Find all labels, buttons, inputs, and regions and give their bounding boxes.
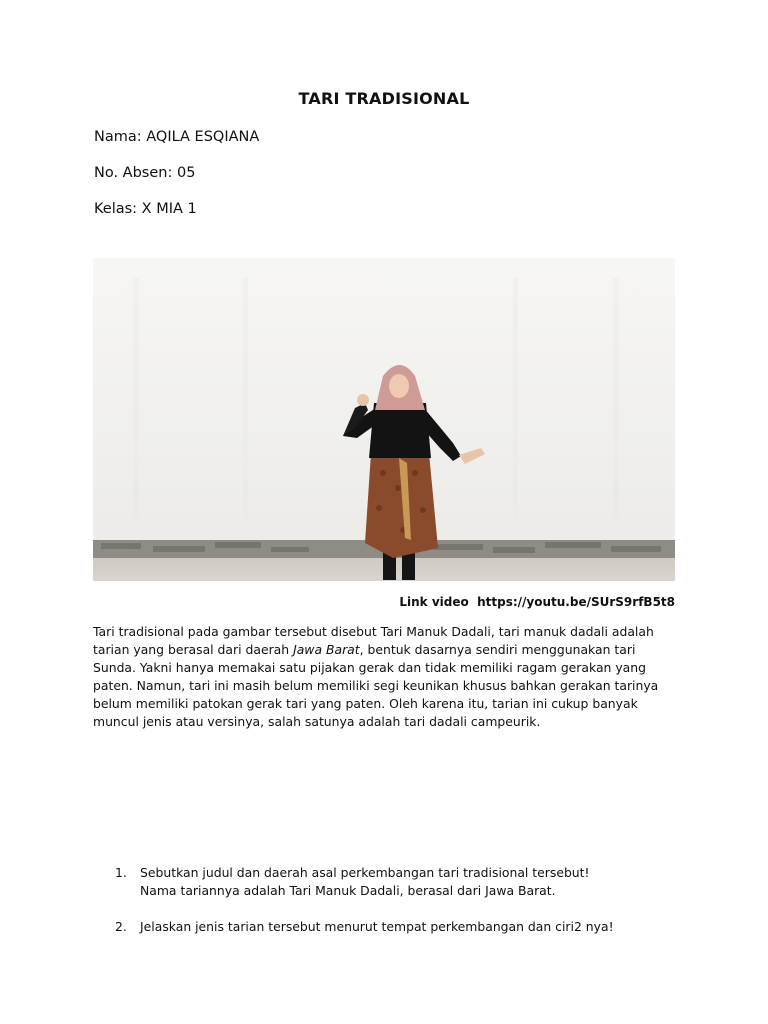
paragraph-text-2: , bentuk dasarnya sendiri menggunakan tari Sunda. Yakni hanya memakai satu pijakan gerak dan tidak memiliki ragam gerakan yang paten. Namun, tari ini masih belum memiliki segi keunikan khusus bahkan gerakan tarinya belum memiliki patokan gerak tari yang paten. Oleh karena itu, tarian ini cukup banyak muncul jenis atau versinya, salah satunya adalah tari dadali campeurik. [93,642,659,729]
question-list [115,864,675,936]
field-kelas [94,201,197,217]
question-item-2 [115,918,675,936]
answer-text: Nama tariannya adalah Tari Manuk Dadali, berasal dari Jawa Barat. [140,883,556,898]
paragraph-text-1: tari manuk dadali adalah tarian yang berasal dari daerah [93,624,654,657]
question-number: 1. [115,865,127,880]
paragraph-lead: Tari tradisional pada gambar tersebut disebut Tari Manuk Dadali, [93,624,495,639]
dancer-photo [93,258,675,581]
description-paragraph [93,623,675,731]
field-absen [94,165,195,181]
question-item-1 [115,864,675,900]
field-nama-label: Nama: [94,129,142,145]
video-link-url[interactable]: https://youtu.be/SUrS9rfB5t8 [477,595,675,609]
paragraph-region: Jawa Barat [293,642,360,657]
page-title: TARI TRADISIONAL [298,89,470,108]
field-absen-label: No. Absen: [94,165,173,181]
field-nama-value: AQILA ESQIANA [146,129,260,145]
question-text: Jelaskan jenis tarian tersebut menurut tempat perkembangan dan ciri2 nya! [140,919,614,934]
video-link-line [399,595,675,609]
question-text: Sebutkan judul dan daerah asal perkembangan tari tradisional tersebut! [140,865,590,880]
field-kelas-value: X MIA 1 [141,201,197,217]
video-link-label: Link video [399,595,469,609]
field-absen-value: 05 [176,165,196,181]
field-kelas-label: Kelas: [94,201,138,217]
question-number: 2. [115,919,127,934]
field-nama [94,129,259,145]
